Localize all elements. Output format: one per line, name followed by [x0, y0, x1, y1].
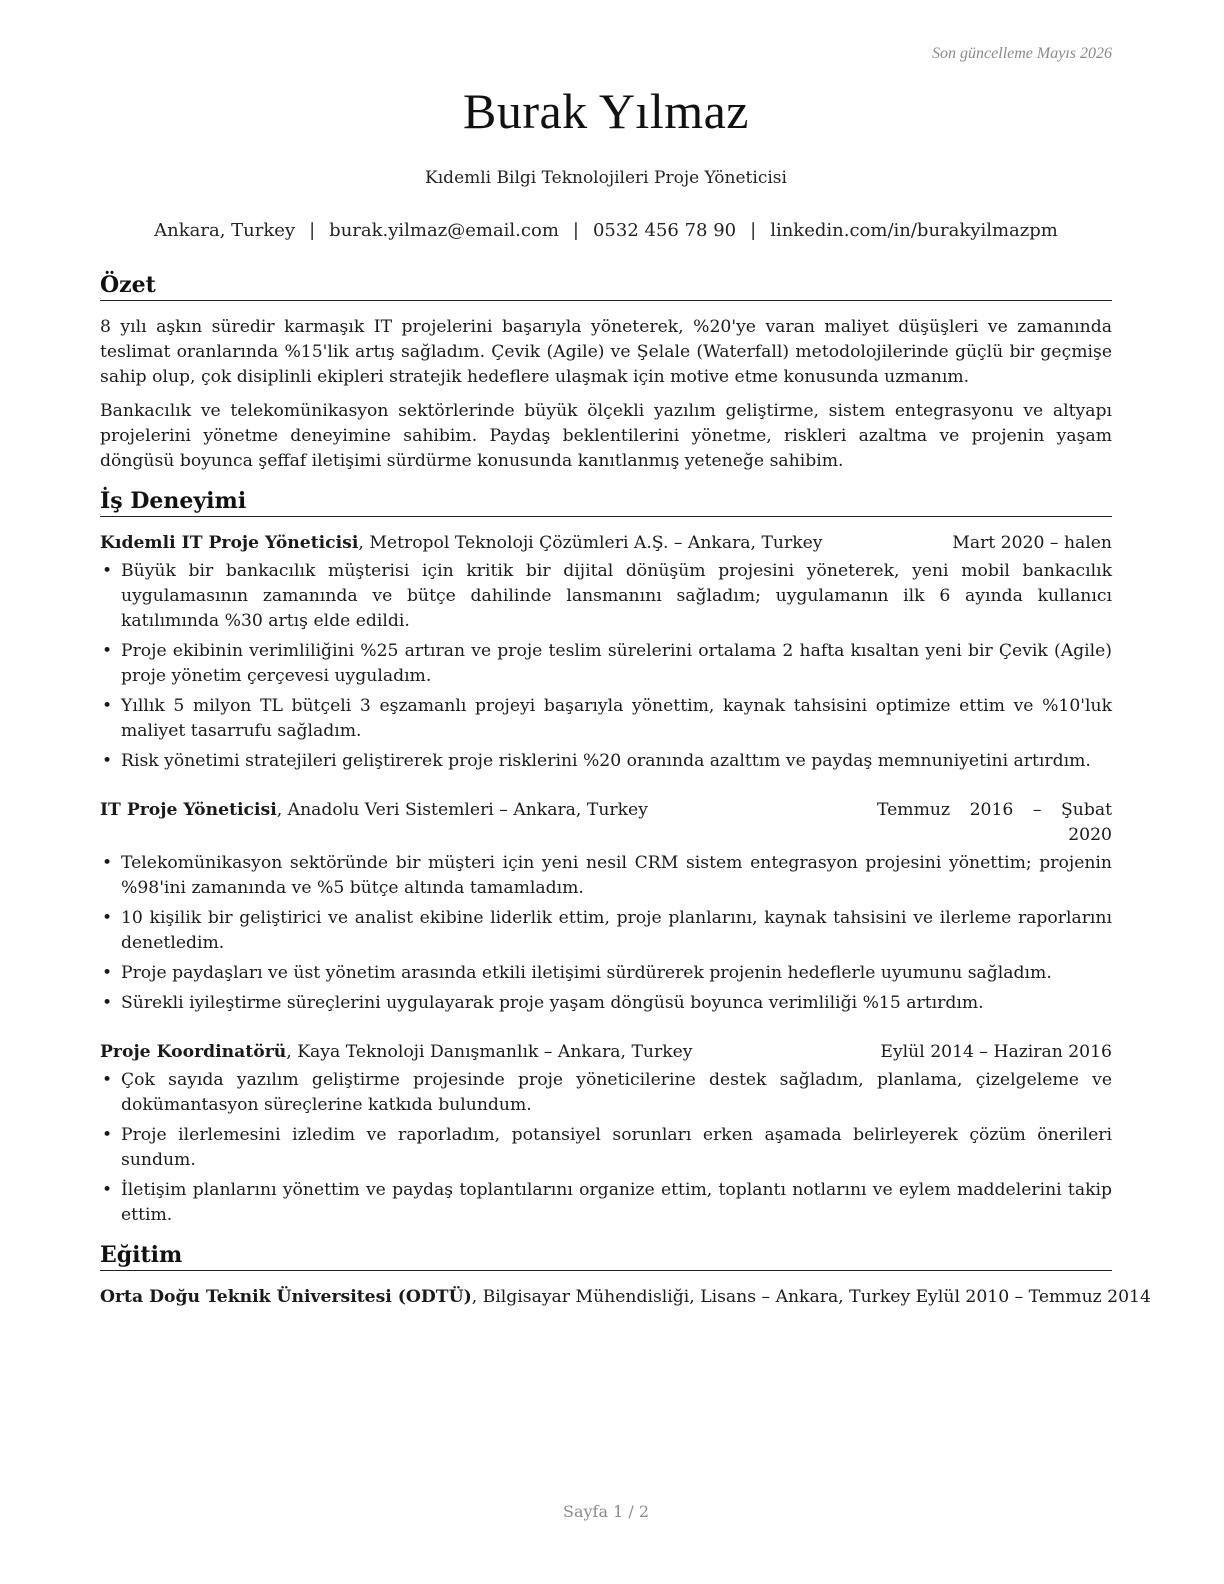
education-section	[100, 1242, 1151, 1310]
job-entry	[100, 531, 1112, 774]
contact-separator: |	[309, 220, 316, 241]
job-bullet: • Risk yönetimi stratejileri geliştirerek proje risklerini %20 oranında azalttım ve paydaş memnuniyetini artırdım.	[100, 749, 1112, 774]
last-updated-note: Son güncelleme Mayıs 2026	[932, 45, 1112, 62]
candidate-name: Burak Yılmaz	[462, 83, 749, 139]
job-position	[100, 798, 648, 823]
job-bullets	[100, 559, 1112, 774]
job-bullet: • Sürekli iyileştirme süreçlerini uygulayarak proje yaşam döngüsü boyunca verimliliği %15 artırdım.	[100, 991, 1112, 1016]
job-dates: Eylül 2014 – Haziran 2016	[880, 1042, 1112, 1062]
education-heading: Eğitim	[100, 1242, 1112, 1271]
experience-heading: İş Deneyimi	[100, 488, 1112, 517]
contact-location: Ankara, Turkey	[154, 220, 296, 241]
contact-separator: |	[572, 220, 579, 241]
job-role: Proje Koordinatörü	[100, 1042, 287, 1062]
contact-separator: |	[750, 220, 757, 241]
job-header	[100, 798, 1112, 848]
job-entry	[100, 1040, 1112, 1228]
experience-section	[100, 488, 1112, 1228]
contact-phone: 0532 456 78 90	[592, 220, 737, 241]
job-bullet: • Telekomünikasyon sektöründe bir müşteri için yeni nesil CRM sistem entegrasyon projesini yönettim; projenin %98'ini zamanında ve %5 bütçe altında tamamladım.	[100, 851, 1112, 901]
education-entry	[100, 1285, 1151, 1310]
job-header	[100, 531, 1112, 556]
summary-paragraph: Bankacılık ve telekomünikasyon sektörlerinde büyük ölçekli yazılım geliştirme, sistem entegrasyonu ve altyapı projelerini yönetme deneyimine sahibim. Paydaş beklentilerini yönetme, riskleri azaltma ve projenin yaşam döngüsü boyunca şeffaf iletişimi sürdürme konusunda kanıtlanmış yeteneğe sahibim.	[100, 401, 1112, 471]
contact-line	[100, 220, 1112, 241]
job-bullet: • Proje ilerlemesini izledim ve raporladım, potansiyel sorunları erken aşamada belirleyerek çözüm önerileri sundum.	[100, 1123, 1112, 1173]
job-dates: Mart 2020 – halen	[952, 533, 1112, 553]
contact-linkedin[interactable]: linkedin.com/in/burakyilmazpm	[770, 220, 1058, 241]
contact-email[interactable]: burak.yilmaz@email.com	[329, 220, 559, 241]
job-bullet: • Proje paydaşları ve üst yönetim arasında etkili iletişimi sürdürerek projenin hedeflerle uyumunu sağladım.	[100, 961, 1112, 986]
education-dates: Eylül 2010 – Temmuz 2014	[915, 1287, 1151, 1307]
job-bullets	[100, 1068, 1112, 1228]
job-role: Kıdemli IT Proje Yöneticisi	[100, 533, 359, 553]
job-entry	[100, 798, 1112, 1016]
education-school: Orta Doğu Teknik Üniversitesi (ODTÜ)	[100, 1287, 472, 1307]
job-company: , Kaya Teknoloji Danışmanlık – Ankara, Turkey	[286, 1042, 693, 1062]
education-details: , Bilgisayar Mühendisliği, Lisans – Ankara, Turkey	[471, 1287, 911, 1307]
page-number: Sayfa 1 / 2	[562, 1502, 649, 1521]
job-bullets	[100, 851, 1112, 1016]
job-title: Kıdemli Bilgi Teknolojileri Proje Yöneticisi	[425, 168, 787, 188]
job-bullet: • 10 kişilik bir geliştirici ve analist ekibine liderlik ettim, proje planlarını, kaynak tahsisini ve ilerleme raporlarını denetledim.	[100, 906, 1112, 956]
job-position	[100, 1040, 693, 1065]
job-position	[100, 531, 823, 556]
job-company: , Anadolu Veri Sistemleri – Ankara, Turkey	[276, 800, 648, 820]
job-dates: Temmuz 2016 – Şubat 2020	[877, 800, 1112, 845]
job-bullet: • Çok sayıda yazılım geliştirme projesinde proje yöneticilerine destek sağladım, planlama, çizelgeleme ve dokümantasyon süreçlerine katkıda bulundum.	[100, 1068, 1112, 1118]
job-bullet: • Yıllık 5 milyon TL bütçeli 3 eşzamanlı projeyi başarıyla yönettim, kaynak tahsisini optimize ettim ve %10'luk maliyet tasarrufu sağladım.	[100, 694, 1112, 744]
summary-heading: Özet	[100, 272, 1112, 301]
job-company: , Metropol Teknoloji Çözümleri A.Ş. – Ankara, Turkey	[358, 533, 823, 553]
job-bullet: • İletişim planlarını yönettim ve paydaş toplantılarını organize ettim, toplantı notlarını ve eylem maddelerini takip ettim.	[100, 1178, 1112, 1228]
resume-body	[100, 272, 1151, 1310]
job-role: IT Proje Yöneticisi	[100, 800, 277, 820]
job-header	[100, 1040, 1112, 1065]
summary-section	[100, 272, 1112, 474]
job-bullet: • Büyük bir bankacılık müşterisi için kritik bir dijital dönüşüm projesini yöneterek, yeni mobil bankacılık uygulamasının zamanında ve bütçe dahilinde lansmanını sağladım; uygulamanın ilk 6 ayında kullanıcı katılımında %30 artış elde edildi.	[100, 559, 1112, 634]
job-bullet: • Proje ekibinin verimliliğini %25 artıran ve proje teslim sürelerini ortalama 2 hafta kısaltan yeni bir Çevik (Agile) proje yönetim çerçevesi uyguladım.	[100, 639, 1112, 689]
summary-paragraph: 8 yılı aşkın süredir karmaşık IT projelerini başarıyla yöneterek, %20'ye varan maliyet düşüşleri ve zamanında teslimat oranlarında %15'lik artış sağladım. Çevik (Agile) ve Şelale (Waterfall) metodolojilerinde güçlü bir geçmişe sahip olup, çok disiplinli ekipleri stratejik hedeflere ulaşmak için motive etme konusunda uzmanım.	[100, 317, 1112, 387]
